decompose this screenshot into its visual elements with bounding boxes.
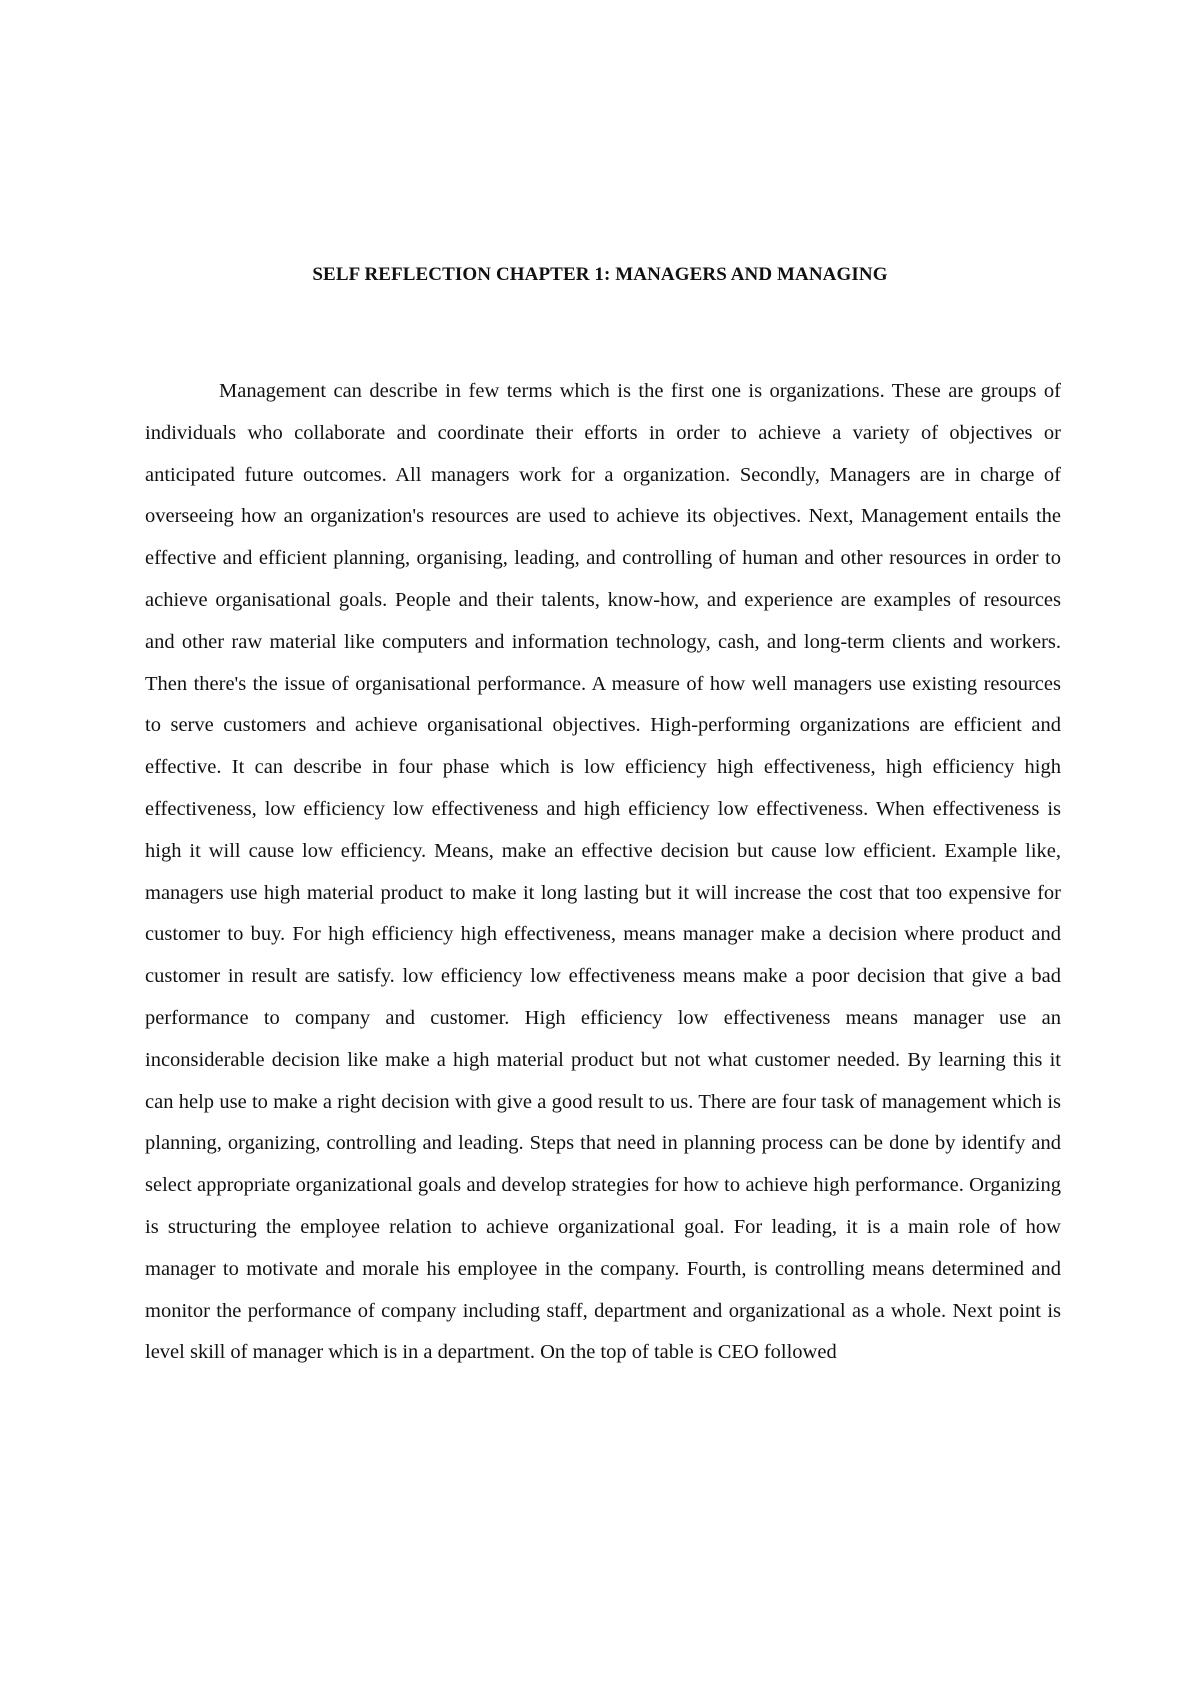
page-title: SELF REFLECTION CHAPTER 1: MANAGERS AND MANAGING [312, 264, 888, 285]
body-paragraph: Management can describe in few terms which is the first one is organizations. These are groups of individuals who collaborate and coordinate their efforts in order to achieve a variety of objectives or anticipated future outcomes. All managers work for a organization. Secondly, Managers are in charge of overseeing how an organization's resources are used to achieve its objectives. Next, Management entails the effective and efficient planning, organising, leading, and controlling of human and other resources in order to achieve organisational goals. People and their talents, know-how, and experience are examples of resources and other raw material like computers and information technology, cash, and long-term clients and workers. Then there's the issue of organisational performance. A measure of how well managers use existing resources to serve customers and achieve organisational objectives. High-performing organizations are efficient and effective. It can describe in four phase which is low efficiency high effectiveness, high efficiency high effectiveness, low efficiency low effectiveness and high efficiency low effectiveness. When effectiveness is high it will cause low efficiency. Means, make an effective decision but cause low efficient. Example like, managers use high material product to make it long lasting but it will increase the cost that too expensive for customer to buy. For high efficiency high effectiveness, means manager make a decision where product and customer in result are satisfy. low efficiency low effectiveness means make a poor decision that give a bad performance to company and customer. High efficiency low effectiveness means manager use an inconsiderable decision like make a high material product but not what customer needed. By learning this it can help use to make a right decision with give a good result to us. There are four task of management which is planning, organizing, controlling and leading. Steps that need in planning process can be done by identify and select appropriate organizational goals and develop strategies for how to achieve high performance. Organizing is structuring the employee relation to achieve organizational goal. For leading, it is a main role of how manager to motivate and morale his employee in the company. Fourth, is controlling means determined and monitor the performance of company including staff, department and organizational as a whole. Next point is level skill of manager which is in a department. On the top of table is CEO followed [145, 380, 1061, 1364]
